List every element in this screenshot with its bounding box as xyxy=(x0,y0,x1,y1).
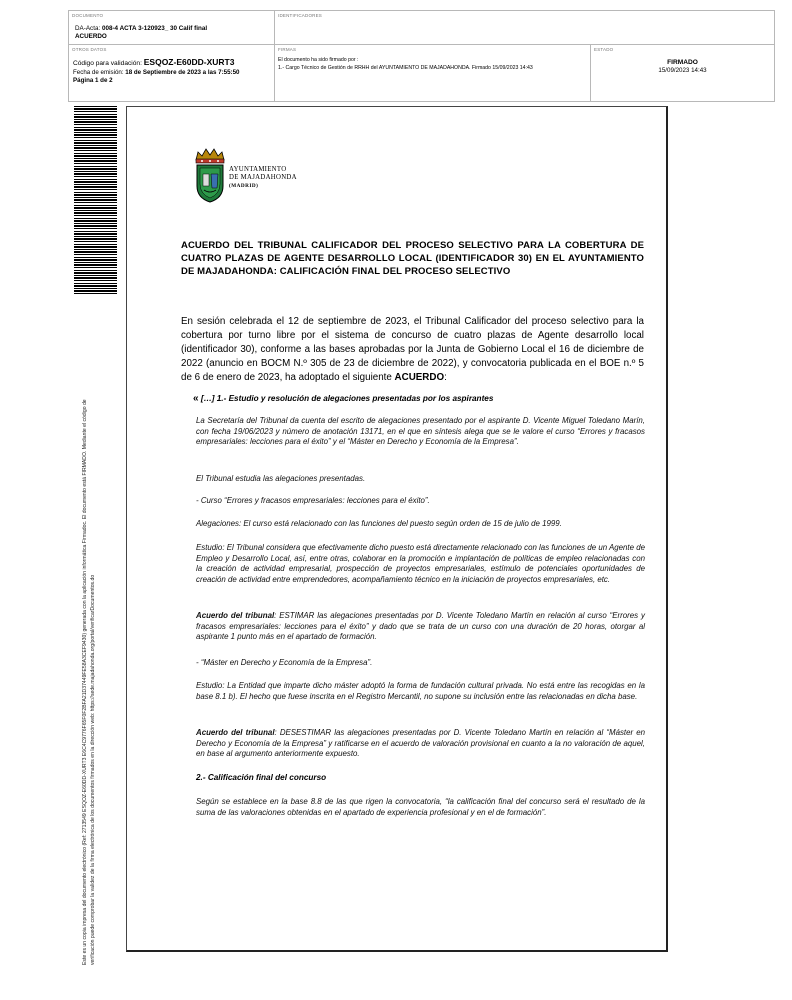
logo-line-1: AYUNTAMIENTO xyxy=(229,166,287,173)
acuerdo-label-2: Acuerdo del tribunal xyxy=(196,728,275,737)
fecha-emision xyxy=(73,69,239,76)
identificadores-cell xyxy=(275,11,774,45)
firmas-caption: FIRMAS xyxy=(278,47,297,52)
logo-line-2: DE MAJADAHONDA xyxy=(229,174,297,181)
codigo-value: ESQOZ-E60DD-XURT3 xyxy=(143,57,235,67)
section-2-heading: 2.- Calificación final del concurso xyxy=(196,773,327,782)
document-header-table xyxy=(68,10,775,102)
quote-mark: « xyxy=(193,393,199,404)
verification-side-text-1: Este es un copia impresa del documento electrónico (Ref: 2713549 ESQOZ-E60DD-XURT3 E6C4C9776F65F0F2BFA21D37449FE58A3CEF9430) generada con la aplicación informática Firmadoc. El documento está FIRMADO. Mediante el código de xyxy=(82,399,88,965)
firmas-cell xyxy=(275,45,591,101)
acuerdo-text-2: : DESESTIMAR las alegaciones presentadas por D. Vicente Toledano Martín en relación al “Máster en Derecho y Economía de la Empresa” y ratificarse en el acuerdo de valoración provisional en cuanto a la no valoración de aquel, en base al argumento anteriormente expuesto. xyxy=(196,728,645,758)
paragraph-acuerdo-estimar xyxy=(196,611,645,643)
paragraph-alegacion: La Secretaría del Tribunal da cuenta del escrito de alegaciones presentado por el aspirante D. Vicente Miguel Toledano Marín, con fecha 19/06/2023 y número de anotación 13171, en el que en síntesis alega que se le valore el curso “Errores y fracasos empresariales: lecciones para el éxito” y el “Máster en Derecho y Economía de la Empresa”. xyxy=(196,416,645,446)
emision-value: 18 de Septiembre de 2023 a las 7:55:50 xyxy=(125,69,240,76)
documento-ref: 008-4 ACTA 3-120923_ 30 Calif final xyxy=(101,25,208,32)
paragraph-tribunal-estudia: El Tribunal estudia las alegaciones presentadas. xyxy=(196,474,366,483)
document-title: ACUERDO DEL TRIBUNAL CALIFICADOR DEL PROCESO SELECTIVO PARA LA COBERTURA DE CUATRO PLAZAS DE AGENTE DESARROLLO LOCAL (IDENTIFICADOR 30) EN EL AYUNTAMIENTO DE MAJADAHONDA: CALIFICACIÓN FINAL DEL PROCESO SELECTIVO xyxy=(181,240,644,277)
page-count: Página 1 de 2 xyxy=(73,77,113,84)
firmas-intro: El documento ha sido firmado por : xyxy=(278,57,359,63)
acuerdo-label-1: Acuerdo del tribunal xyxy=(196,611,275,620)
paragraph-estudio-master: Estudio: La Entidad que imparte dicho máster adoptó la forma de fundación cultural privada. No está entre las recogidas en la base 8.1 b). El hecho que fuese inscrita en el Registro Mercantil, no supone su inclusión entre las relacionadas en dicha base. xyxy=(196,681,645,701)
logo-line-3: (MADRID) xyxy=(229,183,259,189)
intro-paragraph xyxy=(181,315,644,385)
documento-caption: DOCUMENTO xyxy=(72,13,104,18)
emision-label: Fecha de emisión: xyxy=(73,69,126,76)
ayuntamiento-logo-text xyxy=(229,166,297,190)
section-1-title: […] 1.- Estudio y resolución de alegaciones presentadas por los aspirantes xyxy=(198,394,494,403)
section-1-heading xyxy=(193,393,493,404)
paragraph-acuerdo-desestimar xyxy=(196,728,645,760)
paragraph-curso: - Curso “Errores y fracasos empresariales: lecciones para el éxito”. xyxy=(196,496,430,505)
codigo-validacion xyxy=(73,57,234,67)
documento-type: ACUERDO xyxy=(75,33,107,40)
intro-acuerdo: ACUERDO xyxy=(394,372,445,383)
paragraph-estudio-curso: Estudio: El Tribunal considera que efectivamente dicho puesto está directamente relacionado con las funciones de un Agente de Empleo y Desarrollo Local, así, entre otras, colaborar en la promoción e implantación de políticas de empleo relacionadas con la creación de actividad empresarial, prospección de proyectos empresariales, estímulo de potenciales oportunidades de creación de actividad entre emprendedores, acompañamiento técnico en la iniciación de proyectos empresariales, etc. xyxy=(196,543,645,584)
estado-cell xyxy=(591,45,774,101)
documento-cell xyxy=(69,11,275,45)
documento-name xyxy=(75,25,207,32)
firmante: 1.- Cargo Técnico de Gestión de RRHH del AYUNTAMIENTO DE MAJADAHONDA. Firmado 15/09/2023 14:43 xyxy=(278,65,533,71)
codigo-label: Código para validación: xyxy=(73,60,144,67)
otros-datos-cell xyxy=(69,45,275,101)
estado-caption: ESTADO xyxy=(594,47,614,52)
estado-value: FIRMADO xyxy=(667,59,698,66)
intro-end: : xyxy=(444,372,447,383)
barcode-image xyxy=(74,106,117,295)
paragraph-calificacion-final: Según se establece en la base 8.8 de las que rigen la convocatoria, “la calificación final del concurso será el resultado de la suma de las valoraciones obtenidas en el apartado de experiencia profesional y en el de formación”. xyxy=(196,797,645,817)
acuerdo-text-1: : ESTIMAR las alegaciones presentadas por D. Vicente Toledano Martín en relación al curso “Errores y fracasos empresariales: lecciones para el éxito” y dado que se trata de un curso con una duración de 20 horas, otorgar al aspirante 1 punto más en el apartado de formación. xyxy=(196,611,645,641)
paragraph-master: - “Máster en Derecho y Economía de la Empresa”. xyxy=(196,658,373,667)
paragraph-alegaciones-curso: Alegaciones: El curso está relacionado con las funciones del puesto según orden de 15 de julio de 1999. xyxy=(196,519,562,528)
identificadores-caption: IDENTIFICADORES xyxy=(278,13,323,18)
estado-date: 15/09/2023 14:43 xyxy=(658,67,707,74)
verification-side-text-2: verificación puede comprobar la validez de la firma electrónica de los documentos firmados en la dirección web: https://sede.majadahonda.org/portal/verificarDocumentos.do xyxy=(90,574,96,965)
coat-of-arms-icon xyxy=(192,144,228,204)
documento-prefix: DA-Acta: xyxy=(75,25,102,32)
otros-caption: OTROS DATOS xyxy=(72,47,107,52)
intro-text: En sesión celebrada el 12 de septiembre de 2023, el Tribunal Calificador del proceso selectivo para la cobertura por turno libre por el sistema de concurso de cuatro plazas de Agente desarrollo local (identificador 30), conforme a las bases aprobadas por la Junta de Gobierno Local el 16 de diciembre de 2022 (anuncio en BOCM N.º 305 de 23 de diciembre de 2022), y convocatoria publicada en el BOE n.º 5 de 6 de enero de 2023, ha adoptado el siguiente xyxy=(181,316,644,383)
